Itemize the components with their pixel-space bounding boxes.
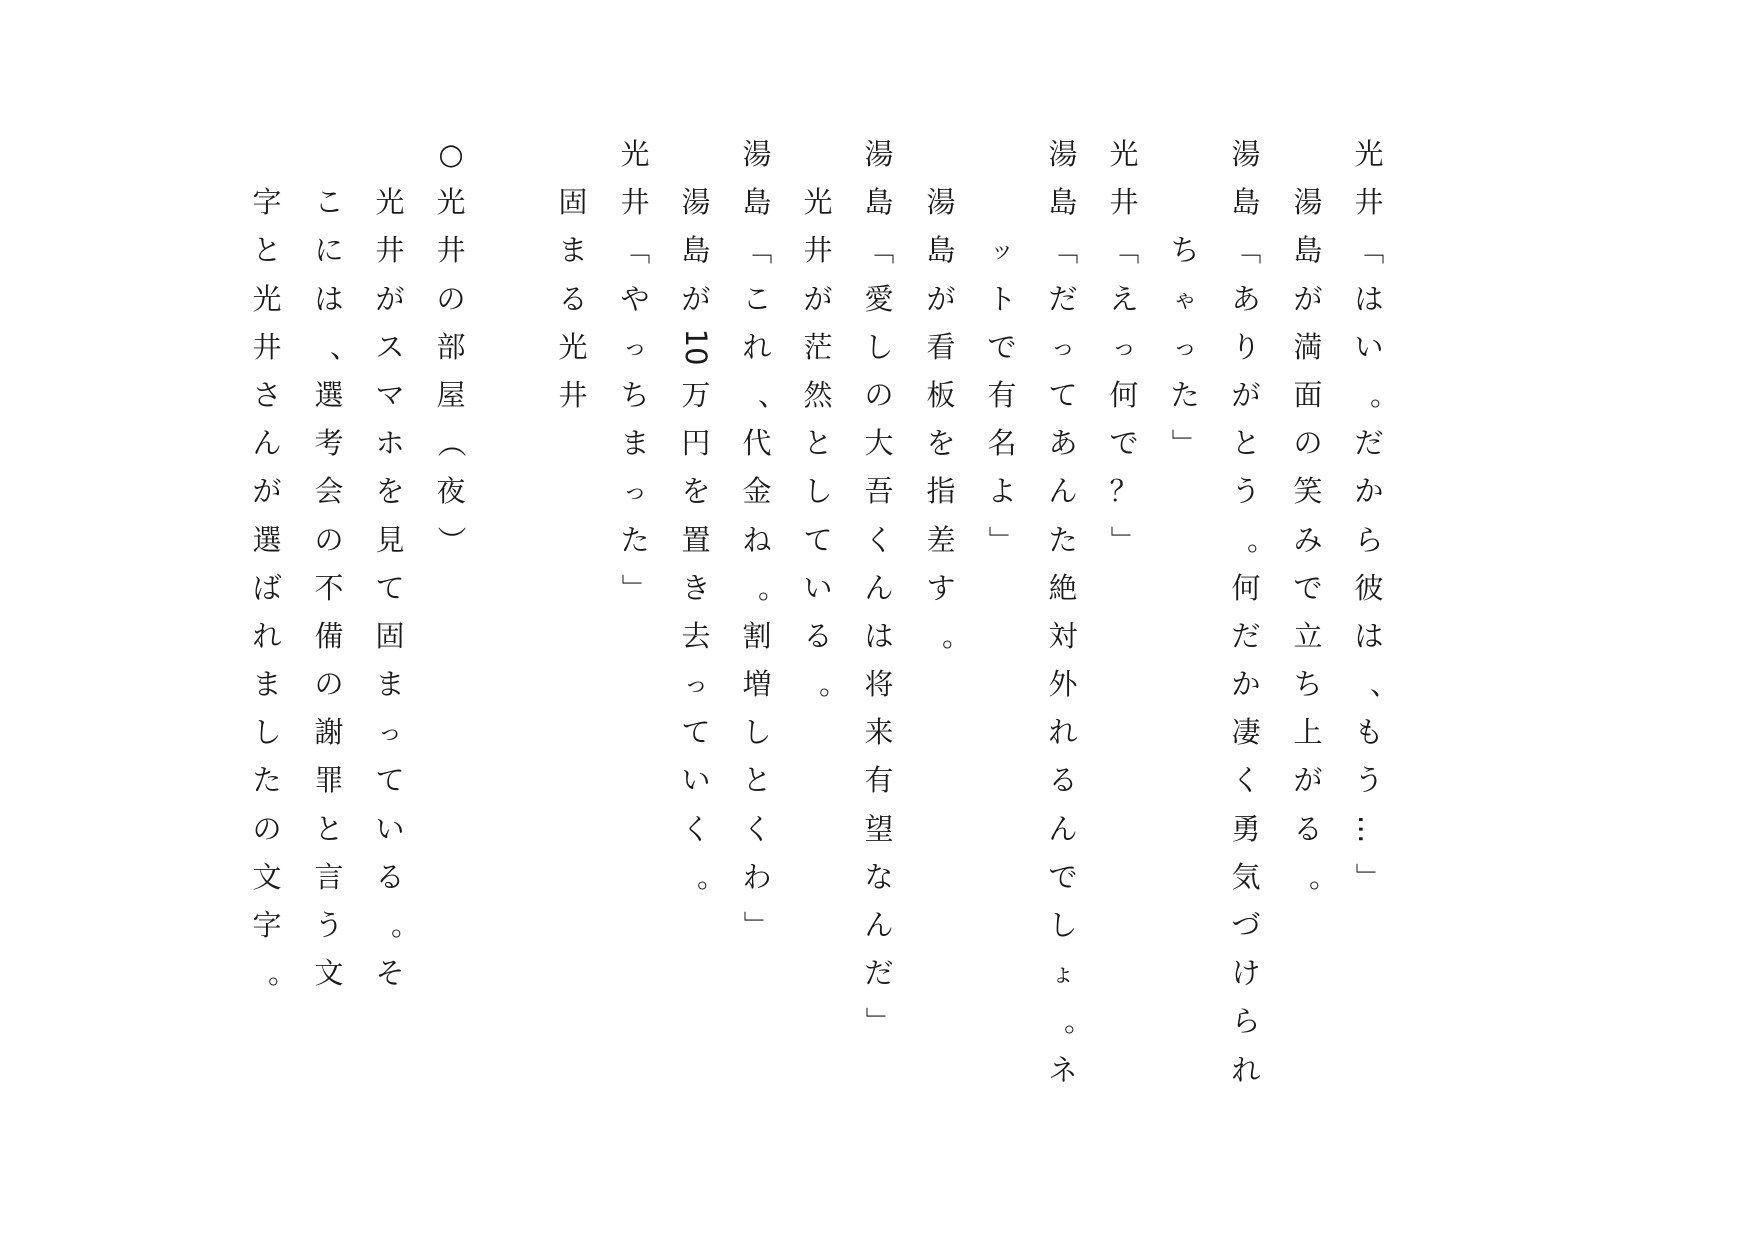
- scene-heading: ○ 光 井 の 部 屋 （ 夜 ）: [434, 137, 469, 555]
- line-9: 湯 島 「 愛 し の 大 吾 く ん は 将 来 有 望 な ん だ 」: [862, 137, 897, 1036]
- line-17: 光 井 が ス マ ホ を 見 て 固 ま っ て い る 。 そ: [375, 185, 421, 991]
- line-12: 湯 島 が 10 万 円 を 置 き 去 っ て い く 。: [679, 185, 727, 894]
- line-10: 光 井 が 茫 然 と し て い る 。: [803, 185, 849, 702]
- line-5: 光 井 「 え っ 何 で ？ 」: [1107, 137, 1142, 555]
- line-2: 湯 島 が 満 面 の 笑 み で 立 ち 上 が る 。: [1293, 185, 1339, 894]
- line-4: ち ゃ っ た 」: [1168, 233, 1203, 458]
- line-6: 湯 島 「 だ っ て あ ん た 絶 対 外 れ る ん で し ょ 。 ネ: [1046, 137, 1094, 1087]
- line-19: 字 と 光 井 さ ん が 選 ば れ ま し た の 文 字 。: [252, 185, 298, 991]
- line-7: ッ ト で 有 名 よ 」: [985, 236, 1020, 555]
- line-1: 光 井 「 は い 。 だ か ら 彼 は 、 も う … 」: [1352, 137, 1400, 892]
- line-18: こ に は 、 選 考 会 の 不 備 の 謝 罪 と 言 う 文: [314, 185, 360, 991]
- line-13: 光 井 「 や っ ち ま っ た 」: [618, 137, 653, 603]
- line-3: 湯 島 「 あ り が と う 。 何 だ か 凄 く 勇 気 づ け ら れ: [1229, 137, 1277, 1087]
- line-14: 固 ま る 光 井: [558, 185, 588, 412]
- line-11: 湯 島 「 こ れ 、 代 金 ね 。 割 増 し と く わ 」: [740, 137, 788, 940]
- line-8: 湯 島 が 看 板 を 指 差 す 。: [926, 185, 972, 653]
